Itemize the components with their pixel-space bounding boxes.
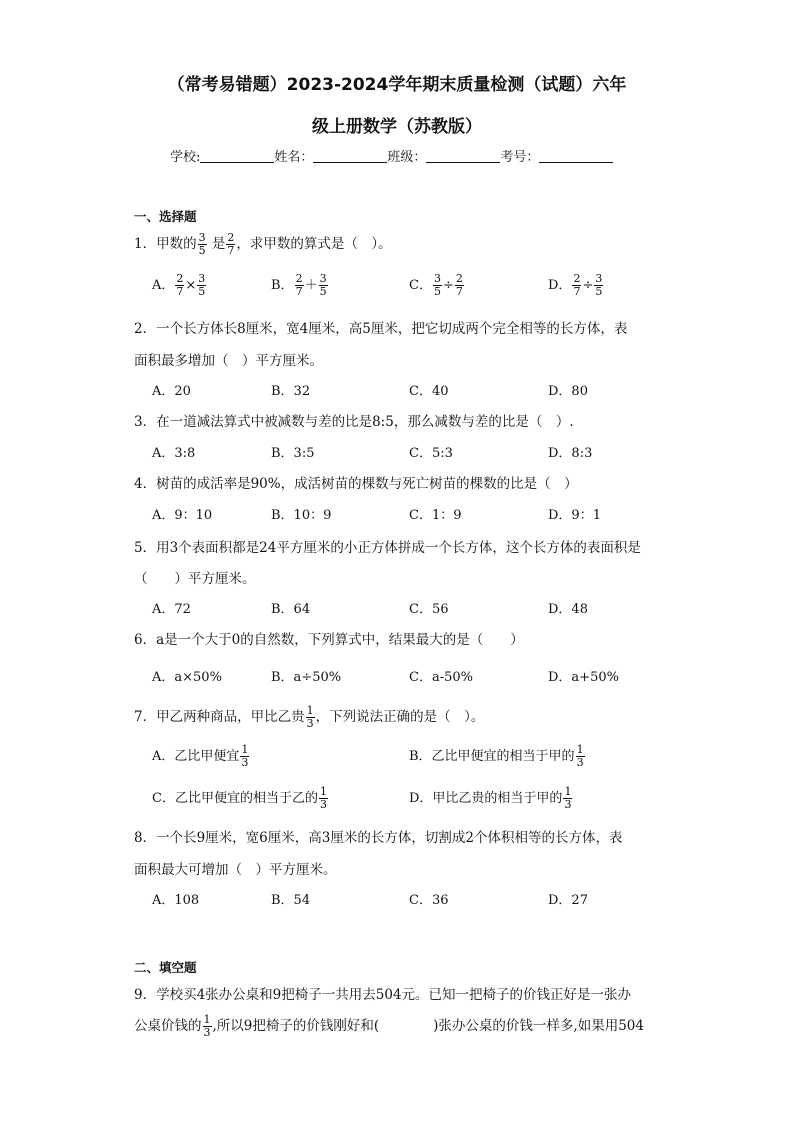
question-8-line2: 面积最大可增加（ ）平方厘米。 xyxy=(134,862,337,878)
question-9-line2: 公桌价钱的 $\frac{1}{3}$ ,所以9把椅子的价钱刚好和( )张办公桌的价钱一样多,如果用504 xyxy=(134,1013,644,1039)
q4-option-c[interactable]: C．1：9 xyxy=(409,508,462,523)
q5-option-d[interactable]: D．48 xyxy=(548,602,588,617)
q6-option-b[interactable]: B．a÷50% xyxy=(271,670,342,685)
question-7: 7．甲乙两种商品，甲比乙贵 $\frac{1}{3}$ ，下列说法正确的是（ ）。 xyxy=(134,704,485,730)
student-info-row xyxy=(170,146,613,165)
q2-option-d[interactable]: D．80 xyxy=(548,384,588,399)
question-5-line2: （ ）平方厘米。 xyxy=(134,571,256,587)
q8-option-a[interactable]: A．108 xyxy=(152,893,200,908)
q1-text: 1．甲数的 xyxy=(134,236,197,252)
class-label: 班级： xyxy=(387,150,427,165)
q8-option-b[interactable]: B．54 xyxy=(271,893,311,908)
q7-option-c[interactable]: C．乙比甲便宜的相当于乙的 $\frac{1}{3}$ xyxy=(152,785,327,811)
question-9-line1: 9．学校买4张办公桌和9把椅子一共用去504元。已知一把椅子的价钱正好是一张办 xyxy=(134,987,632,1003)
q2-option-c[interactable]: C．40 xyxy=(409,384,449,399)
q8-option-d[interactable]: D．27 xyxy=(548,893,588,908)
q7-option-b[interactable]: B．乙比甲便宜的相当于甲的 $\frac{1}{3}$ xyxy=(409,743,584,769)
q1-option-b[interactable]: B． $\frac{2}{7}$ ＋ $\frac{3}{5}$ xyxy=(271,272,327,298)
question-6: 6．a是一个大于0的自然数，下列算式中，结果最大的是（ ） xyxy=(134,632,524,648)
fraction: $\frac{3}{5}$ xyxy=(198,231,206,257)
fraction: $\frac{1}{3}$ xyxy=(306,704,314,730)
q3-option-a[interactable]: A．3:8 xyxy=(152,446,196,461)
q3-option-c[interactable]: C．5:3 xyxy=(409,446,453,461)
q4-option-a[interactable]: A．9：10 xyxy=(152,508,213,523)
school-blank[interactable] xyxy=(200,150,274,163)
q1-option-a[interactable]: A． $\frac{2}{7}$ × $\frac{3}{5}$ xyxy=(152,272,206,298)
question-5-line1: 5．用3个表面积都是24平方厘米的小正方体拼成一个长方体，这个长方体的表面积是 xyxy=(134,540,641,556)
section-title-fill: 二、填空题 xyxy=(134,960,197,975)
fraction: $\frac{1}{3}$ xyxy=(203,1013,211,1039)
q6-option-a[interactable]: A．a×50% xyxy=(152,670,222,685)
q6-option-c[interactable]: C．a-50% xyxy=(409,670,473,685)
school-label: 学校: xyxy=(170,150,201,165)
page-title-line1: （常考易错题）2023-2024学年期末质量检测（试题）六年 xyxy=(167,75,627,95)
q3-option-b[interactable]: B．3:5 xyxy=(271,446,315,461)
question-3: 3．在一道减法算式中被减数与差的比是8:5，那么减数与差的比是（ ）. xyxy=(134,414,574,430)
q8-option-c[interactable]: C．36 xyxy=(409,893,449,908)
q5-option-b[interactable]: B．64 xyxy=(271,602,311,617)
q2-option-a[interactable]: A．20 xyxy=(152,384,191,399)
section-title-choice: 一、选择题 xyxy=(134,209,197,224)
q1-option-c[interactable]: C． $\frac{3}{5}$ ÷ $\frac{2}{7}$ xyxy=(409,272,463,298)
class-blank[interactable] xyxy=(426,150,500,163)
name-blank[interactable] xyxy=(313,150,387,163)
name-label: 姓名： xyxy=(274,150,314,165)
q7-option-a[interactable]: A．乙比甲便宜 $\frac{1}{3}$ xyxy=(152,743,249,769)
q4-option-b[interactable]: B．10：9 xyxy=(271,508,332,523)
q6-option-d[interactable]: D．a+50% xyxy=(548,670,619,685)
id-label: 考号： xyxy=(500,150,540,165)
fraction: $\frac{2}{7}$ xyxy=(227,231,235,257)
question-2-line1: 2．一个长方体长8厘米，宽4厘米，高5厘米，把它切成两个完全相等的长方体，表 xyxy=(134,321,628,337)
q4-option-d[interactable]: D．9：1 xyxy=(548,508,601,523)
id-blank[interactable] xyxy=(539,150,613,163)
q3-option-d[interactable]: D．8:3 xyxy=(548,446,593,461)
question-1: 1．甲数的 $\frac{3}{5}$ 是 $\frac{2}{7}$ ，求甲数的算式是（ ）。 xyxy=(134,231,392,257)
q1-option-d[interactable]: D． $\frac{2}{7}$ ÷ $\frac{3}{5}$ xyxy=(548,272,603,298)
question-4: 4．树苗的成活率是90%，成活树苗的棵数与死亡树苗的棵数的比是（ ） xyxy=(134,476,578,492)
q5-option-c[interactable]: C．56 xyxy=(409,602,449,617)
question-8-line1: 8．一个长9厘米，宽6厘米，高3厘米的长方体，切割成2个体积相等的长方体，表 xyxy=(134,830,623,846)
q2-option-b[interactable]: B．32 xyxy=(271,384,311,399)
q5-option-a[interactable]: A．72 xyxy=(152,602,191,617)
question-2-line2: 面积最多增加（ ）平方厘米。 xyxy=(134,353,323,369)
q7-option-d[interactable]: D．甲比乙贵的相当于甲的 $\frac{1}{3}$ xyxy=(409,785,572,811)
page-title-line2: 级上册数学（苏教版） xyxy=(312,117,482,137)
